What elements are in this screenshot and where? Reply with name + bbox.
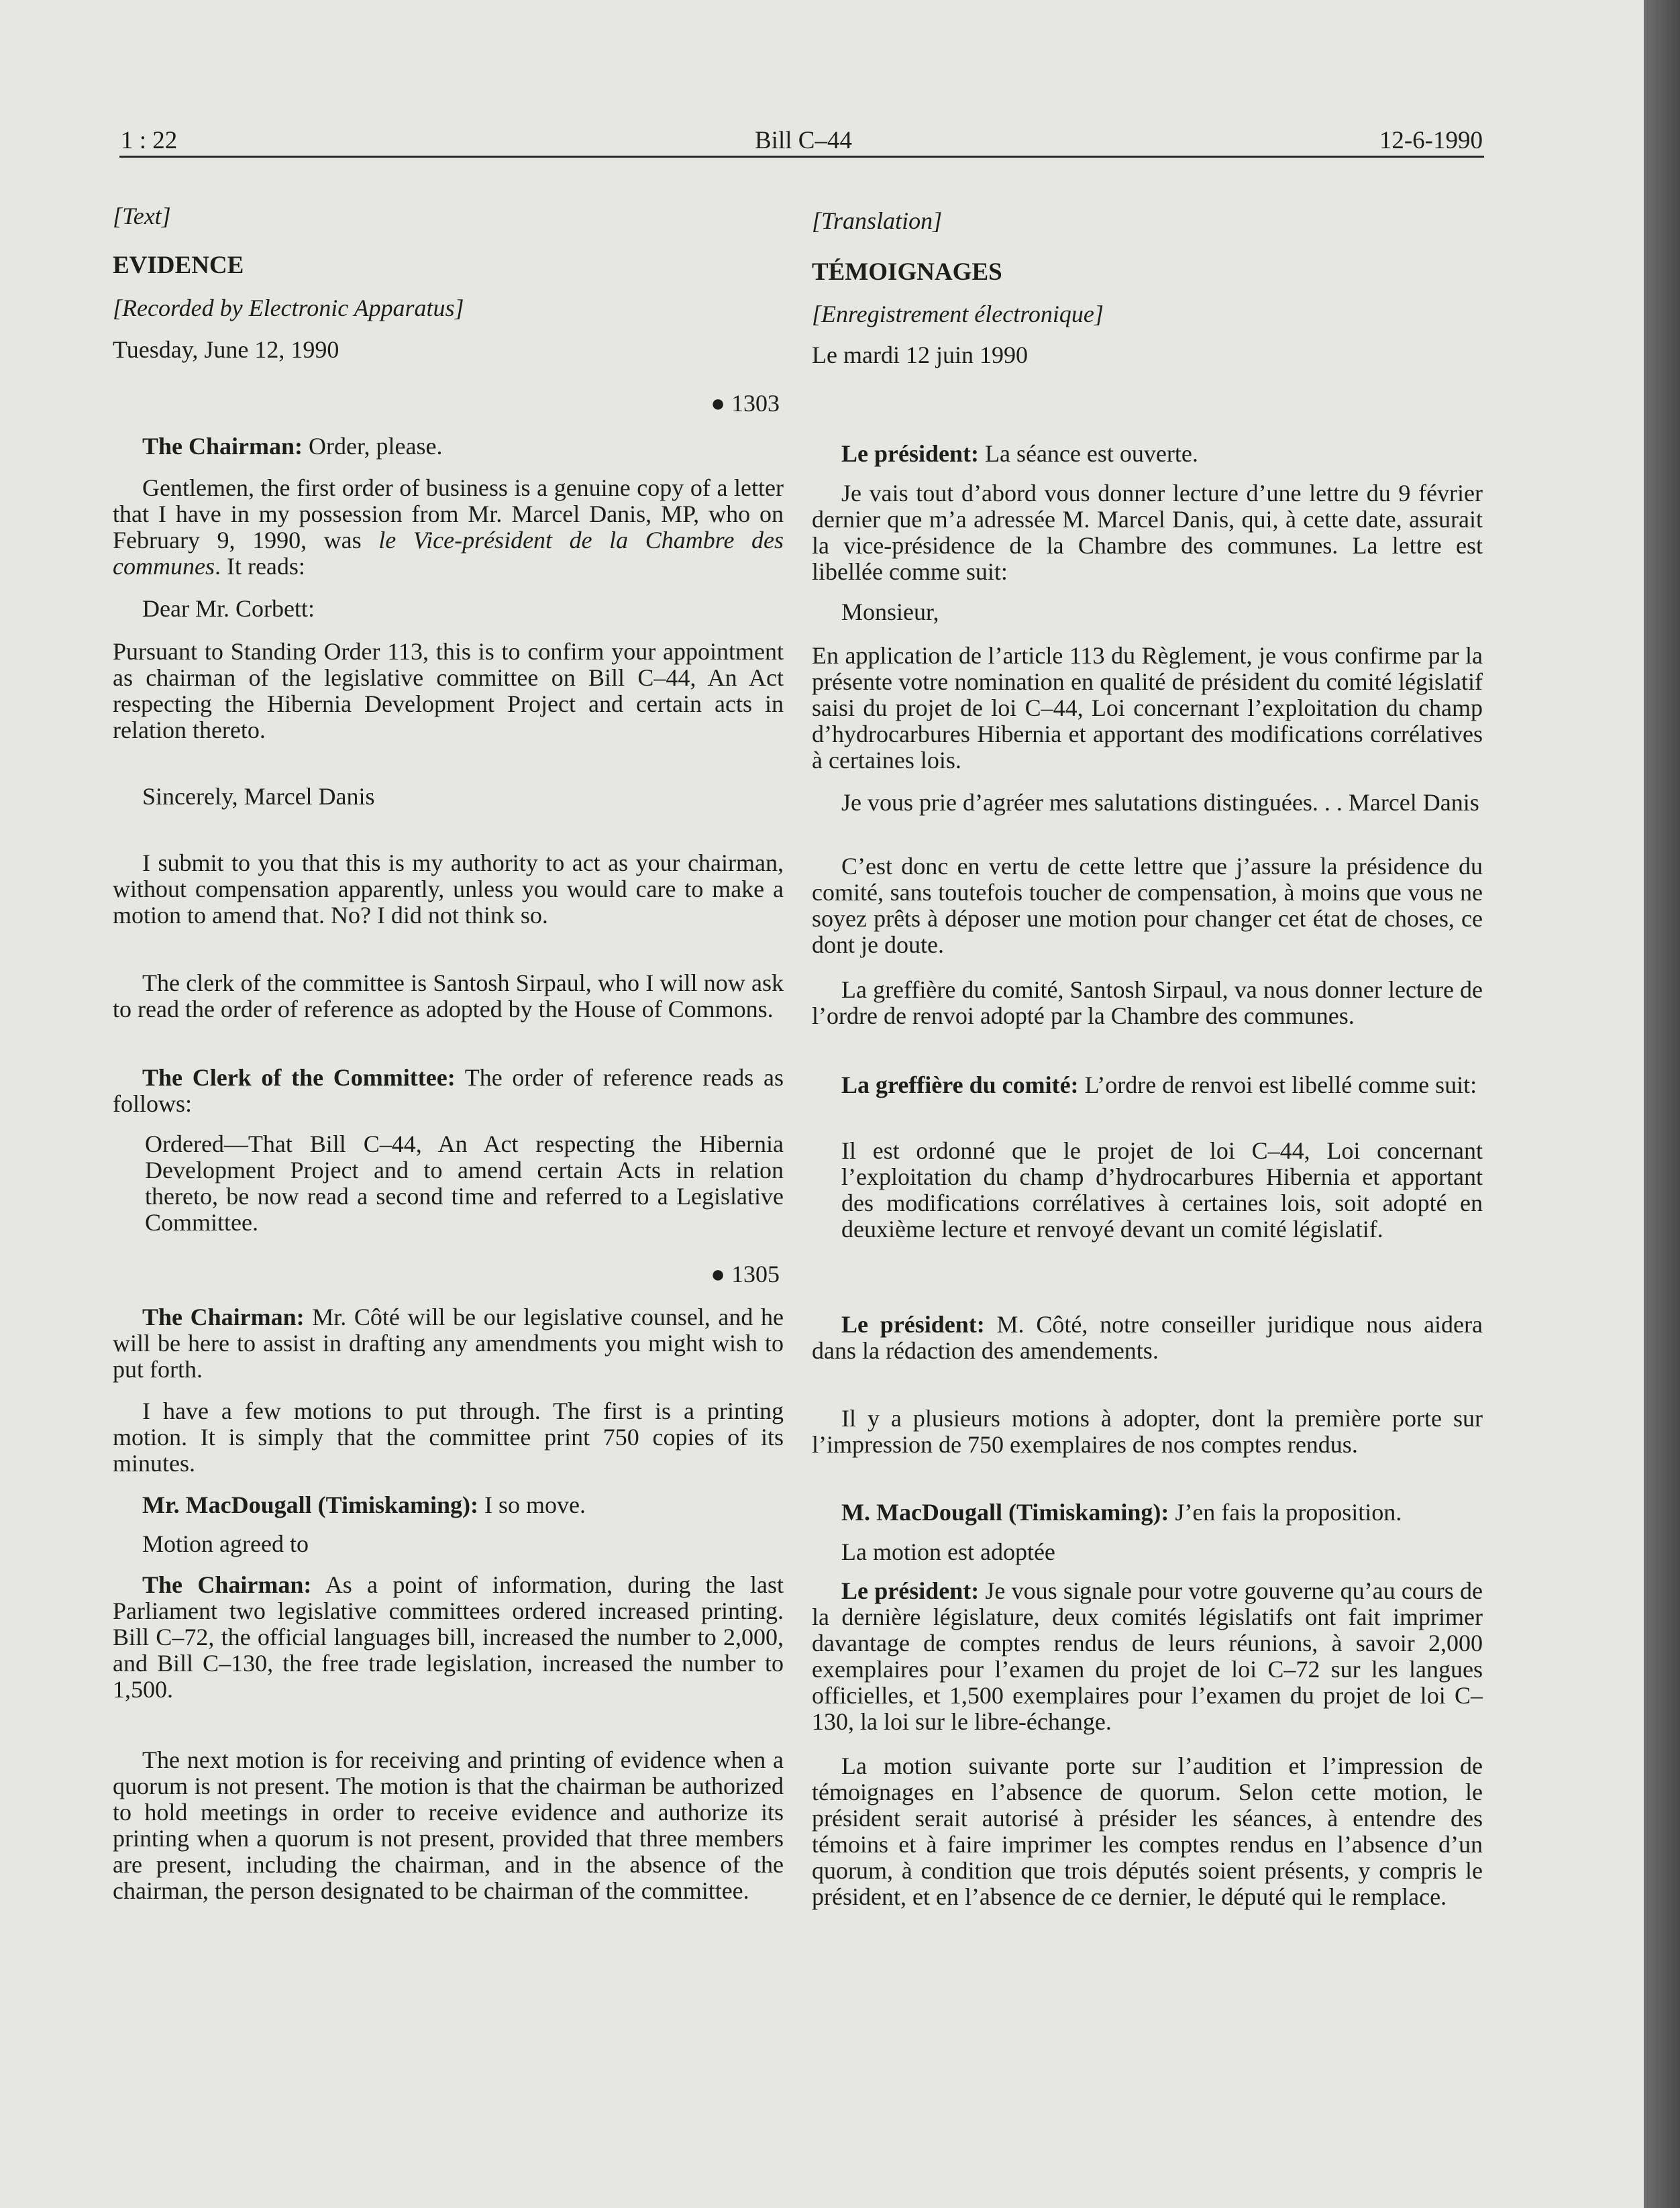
paragraph <box>812 1312 1483 1364</box>
text-tag: [Text] <box>113 203 171 229</box>
paragraph: Je vais tout d’abord vous donner lecture d’une lettre du 9 février dernier que m’a adressée M. Marcel Danis, qui, à cette date, assurait la vice-présidence de la Chambre des communes. La lettre est libellée comme suit: <box>812 480 1483 585</box>
speech-text: Je vous signale pour votre gouverne qu’au cours de la dernière législature, deux comités législatifs ont fait imprimer davantage de comptes rendus de leurs réunions, à savoir 2,000 exemplaires pour l’examen du projet de loi C–72 sur les langues officielles, et 1,500 exemplaires pour l’examen du projet de loi C–130, la loi sur le libre-échange. <box>812 1577 1483 1735</box>
speech-text: Mr. Côté will be our legislative counsel, and he will be here to assist in drafting any amendments you might wish to put forth. <box>113 1304 784 1383</box>
letter-signoff: Je vous prie d’agréer mes salutations distinguées. . . Marcel Danis <box>841 789 1479 816</box>
speaker-label: M. MacDougall (Timiskaming): <box>841 1499 1169 1526</box>
paragraph-text: . It reads: <box>214 553 305 580</box>
sitting-date: Le mardi 12 juin 1990 <box>812 341 1028 368</box>
paragraph <box>812 1578 1483 1735</box>
letter-body: Pursuant to Standing Order 113, this is to confirm your appointment as chairman of the legislative committee on Bill C–44, An Act respecting the Hibernia Development Project and certain acts in relation thereto. <box>113 638 784 743</box>
sitting-date: Tuesday, June 12, 1990 <box>113 336 339 363</box>
time-marker: ● 1305 <box>711 1261 780 1287</box>
paragraph: The next motion is for receiving and printing of evidence when a quorum is not present. The motion is that the chairman be authorized to hold meetings in order to receive evidence and authorize its printing when a quorum is not present, provided that three members are present, including the chairman, and in the absence of the chairman, the person designated to be chairman of the committee. <box>113 1746 784 1904</box>
speaker-label: Le président: <box>841 1311 985 1338</box>
speaker-label: The Chairman: <box>142 1571 312 1598</box>
paragraph <box>113 1572 784 1703</box>
speaker-label: The Clerk of the Committee: <box>142 1064 456 1091</box>
paragraph: La greffière du comité, Santosh Sirpaul, va nous donner lecture de l’ordre de renvoi adopté par la Chambre des communes. <box>812 976 1483 1029</box>
paragraph-text: Gentlemen, the first order of business is a genuine copy of a letter that I have in my possession from Mr. Marcel Danis, MP, who on February 9, 1990, was <box>113 474 784 554</box>
speech-text: The order of reference reads as follows: <box>113 1064 784 1117</box>
speaker-label: The Chairman: <box>142 433 303 460</box>
paragraph <box>812 1072 1483 1098</box>
paragraph <box>113 475 784 580</box>
paragraph: C’est donc en vertu de cette lettre que j’assure la présidence du comité, sans toutefois toucher de compensation, à moins que vous ne soyez prêts à déposer une motion pour changer cet état de choses, ce dont je doute. <box>812 853 1483 958</box>
salutation: Dear Mr. Corbett: <box>142 595 315 622</box>
paragraph <box>113 1065 784 1117</box>
paragraph: La motion suivante porte sur l’audition et l’impression de témoignages en l’absence de quorum. Selon cette motion, le président serait autorisé à présider les séances, à entendre des témoins et à faire imprimer les comptes rendus en l’absence d’un quorum, à condition que trois députés soient présents, y compris le président, et en l’absence de ce dernier, le député qui le remplace. <box>812 1752 1483 1910</box>
order-quote: Il est ordonné que le projet de loi C–44, Loi concernant l’exploitation du champ d’hydrocarbures Hibernia et apportant des modifications corrélatives à certaines lois, soit adopté en deuxième lecture et renvoyé devant un comité législatif. <box>841 1137 1483 1243</box>
paragraph <box>113 1304 784 1383</box>
paragraph <box>113 1492 784 1518</box>
letter-body: En application de l’article 113 du Règlement, je vous confirme par la présente votre nomination en qualité de président du comité législatif saisi du projet de loi C–44, Loi concernant l’exploitation du champ d’hydrocarbures Hibernia et apportant des modifications corrélatives à certaines lois. <box>812 642 1483 774</box>
page-header <box>121 126 1483 158</box>
order-quote: Ordered—That Bill C–44, An Act respecting the Hibernia Development Project and to amend certain Acts in relation thereto, be now read a second time and referred to a Legislative Committee. <box>145 1131 784 1236</box>
time-marker: ● 1303 <box>711 390 780 417</box>
speaker-label: Le président: <box>841 440 979 467</box>
paragraph: I have a few motions to put through. The first is a printing motion. It is simply that the committee print 750 copies of its minutes. <box>113 1398 784 1477</box>
motion-result: La motion est adoptée <box>841 1538 1055 1565</box>
page-number: 1 : 22 <box>121 127 178 154</box>
motion-result: Motion agreed to <box>142 1530 309 1557</box>
italic-phrase: le Vice-président de la Chambre des communes <box>113 527 784 580</box>
speech-text: L’ordre de renvoi est libellé comme suit: <box>1078 1071 1477 1098</box>
speaker-label: Le président: <box>841 1577 980 1604</box>
speech-text: I so move. <box>478 1491 586 1518</box>
section-title: TÉMOIGNAGES <box>812 258 1002 286</box>
speech-text: La séance est ouverte. <box>978 440 1198 467</box>
speaker-label: Mr. MacDougall (Timiskaming): <box>142 1491 478 1518</box>
speech-text: M. Côté, notre conseiller juridique nous aidera dans la rédaction des amendements. <box>812 1311 1483 1364</box>
speech-text: Order, please. <box>303 433 443 460</box>
header-date: 12-6-1990 <box>1379 127 1483 154</box>
header-rule <box>119 156 1484 158</box>
paragraph: I submit to you that this is my authority to act as your chairman, without compensation apparently, unless you would care to make a motion to amend that. No? I did not think so. <box>113 849 784 929</box>
bill-title: Bill C–44 <box>755 127 852 154</box>
paragraph <box>812 441 1483 467</box>
paragraph <box>113 433 784 460</box>
speaker-label: The Chairman: <box>142 1304 305 1330</box>
speech-text: As a point of information, during the last Parliament two legislative committees ordered increased printing. Bill C–72, the official languages bill, increased the number to 2,000, and Bill C–130, the free trade legislation, increased the number to 1,500. <box>113 1571 784 1703</box>
salutation: Monsieur, <box>841 598 939 625</box>
speaker-label: La greffière du comité: <box>841 1071 1079 1098</box>
text-tag: [Translation] <box>812 207 943 234</box>
page-edge-shadow <box>1644 0 1680 2208</box>
paragraph <box>812 1500 1483 1526</box>
speech-text: J’en fais la proposition. <box>1169 1499 1402 1526</box>
paragraph: Il y a plusieurs motions à adopter, dont la première porte sur l’impression de 750 exemplaires de nos comptes rendus. <box>812 1405 1483 1458</box>
section-title: EVIDENCE <box>113 252 244 279</box>
letter-signoff: Sincerely, Marcel Danis <box>142 783 375 810</box>
recording-note: [Enregistrement électronique] <box>812 301 1104 327</box>
recording-note: [Recorded by Electronic Apparatus] <box>113 295 464 321</box>
paragraph: The clerk of the committee is Santosh Sirpaul, who I will now ask to read the order of reference as adopted by the House of Commons. <box>113 969 784 1022</box>
